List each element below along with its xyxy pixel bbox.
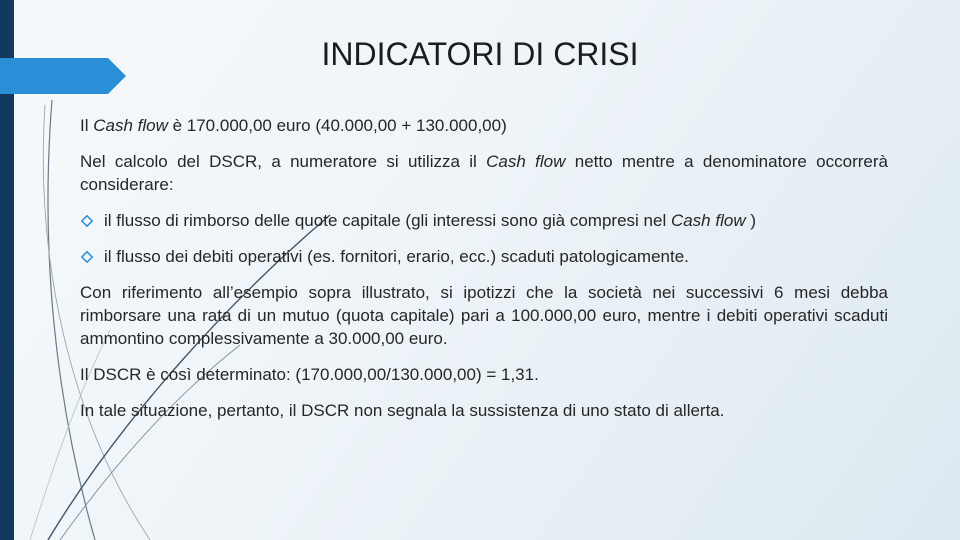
text-run: ) — [745, 211, 756, 230]
text-run: è 170.000,00 euro (40.000,00 + 130.000,00) — [167, 116, 507, 135]
text-run-italic: Cash flow — [93, 116, 168, 135]
bullet-item — [80, 209, 888, 232]
paragraph-cash-flow — [80, 114, 888, 137]
text-run: netto mentre a denominatore occorrerà considerare: — [80, 152, 888, 194]
slide-body — [80, 114, 888, 435]
text-run: il flusso di rimborso delle quote capitale (gli interessi sono già compresi nel — [104, 211, 671, 230]
text-run: Il — [80, 116, 94, 135]
paragraph-conclusion: In tale situazione, pertanto, il DSCR non segnala la sussistenza di uno stato di allerta. — [80, 401, 725, 420]
text-run: Nel calcolo del DSCR, a numeratore si utilizza il — [80, 152, 487, 171]
bullet-text — [104, 245, 689, 268]
paragraph-dscr-result: Il DSCR è così determinato: (170.000,00/130.000,00) = 1,31. — [80, 365, 539, 384]
bullet-text — [104, 209, 756, 232]
paragraph-example: Con riferimento all’esempio sopra illustrato, si ipotizzi che la società nei successivi 6 mesi debba rimborsare una rata di un mutuo (quota capitale) pari a 100.000,00 euro, mentre i debiti operativi scaduti ammontino complessivamente a 30.000,00 euro. — [80, 283, 888, 348]
paragraph-dscr-calculation — [80, 150, 888, 196]
text-run: il flusso dei debiti operativi (es. fornitori, erario, ecc.) scaduti patologicamente. — [104, 247, 689, 266]
slide-title: INDICATORI DI CRISI — [321, 36, 639, 72]
text-run-italic: Cash flow — [486, 152, 566, 171]
bullet-item — [80, 245, 888, 268]
text-run-italic: Cash flow — [670, 211, 746, 230]
diamond-bullet-icon — [80, 209, 94, 232]
diamond-bullet-icon — [80, 245, 94, 268]
